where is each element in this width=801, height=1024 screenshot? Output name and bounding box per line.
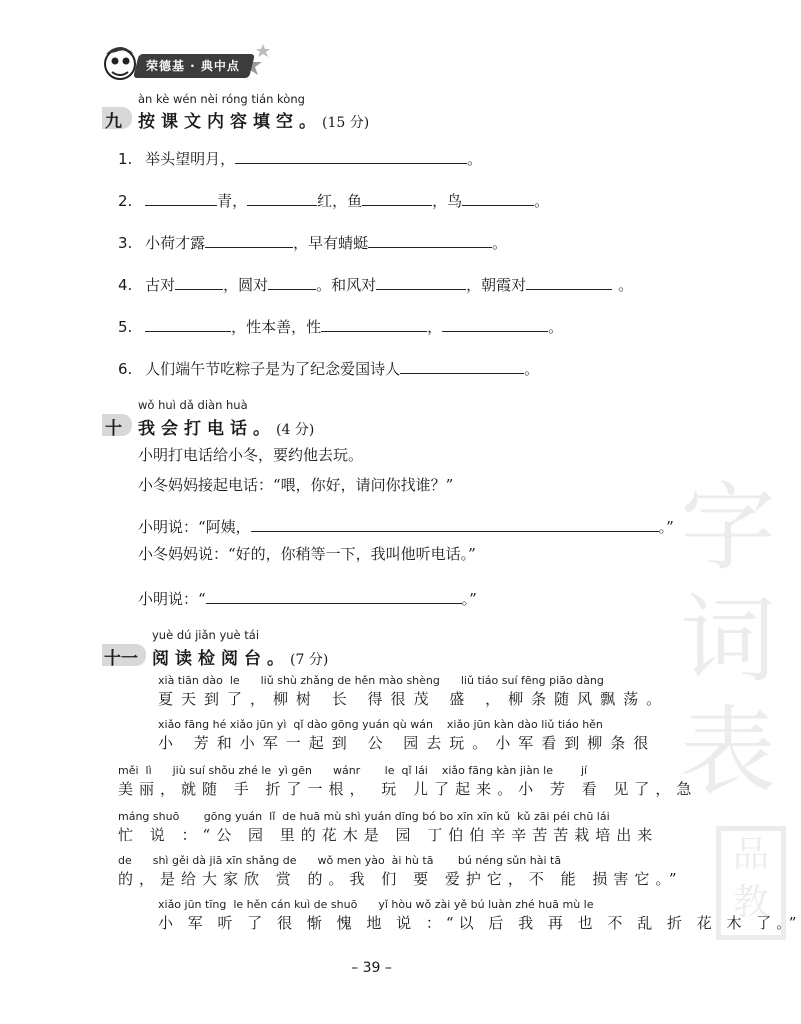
passage-hanzi-row: 的，是给大家欣 赏 的。我 们 要 爱护它，不 能 损害它。” (118, 870, 683, 888)
question-text: ，鸟 (432, 192, 463, 210)
passage-hanzi-row: 夏天到了，柳树 长 得很茂 盛 ，柳条随风飘荡。 (158, 690, 670, 708)
watermark (680, 472, 776, 940)
answer-blank[interactable] (145, 191, 217, 206)
dialogue-text: 小明说：“阿姨， (138, 518, 251, 536)
answer-blank[interactable] (247, 191, 317, 206)
question-text: 。 (467, 150, 483, 168)
question-3 (118, 232, 507, 253)
answer-blank[interactable] (400, 359, 524, 374)
dialogue-line: 小冬妈妈接起电话：“喂，你好，请问你找谁？” (138, 476, 454, 494)
section10-number: 十 (105, 419, 122, 439)
question-text: 青， (217, 192, 248, 210)
question-5 (118, 316, 563, 337)
section11-number: 十一 (104, 649, 138, 669)
section9-heading (138, 107, 369, 132)
question-text: ，性本善，性 (231, 318, 322, 336)
passage-hanzi-row: 小 军 听 了 很 惭 愧 地 说 ：“以 后 我 再 也 不 乱 折 花 木 了。” (158, 914, 801, 932)
section9-number: 九 (105, 112, 122, 132)
answer-blank[interactable] (205, 233, 293, 248)
answer-blank[interactable] (526, 275, 612, 290)
question-text: 。 (524, 360, 540, 378)
answer-blank[interactable] (376, 275, 466, 290)
answer-blank[interactable] (206, 589, 462, 604)
question-text: 。 (534, 192, 550, 210)
dialogue-line: 小明打电话给小冬，要约他去玩。 (138, 446, 364, 464)
answer-blank[interactable] (251, 517, 659, 532)
question-text: 。 (618, 276, 634, 294)
passage-pinyin-row: xiǎo fāng hé xiǎo jūn yì qǐ dào gōng yuán qù wán xiǎo jūn kàn dào liǔ tiáo hěn (158, 718, 603, 731)
passage-hanzi-row: 美丽，就随 手 折了一根， 玩 儿了起来。小 芳 看 见了，急 (118, 780, 698, 798)
dialogue-line: 小冬妈妈说：“好的，你稍等一下，我叫他听电话。” (138, 545, 476, 563)
section11-pinyin: yuè dú jiǎn yuè tái (152, 628, 260, 642)
header-banner-text: 荣德基 · 典中点 (146, 59, 240, 73)
question-text: ，早有蜻蜓 (293, 234, 369, 252)
answer-blank[interactable] (368, 233, 492, 248)
answer-blank[interactable] (268, 275, 316, 290)
section10-title: 我会打电话。 (138, 419, 276, 439)
question-text: 古对 (145, 276, 176, 294)
watermark-stamp-text: 品教 (732, 834, 769, 923)
passage-pinyin-row: xià tiān dào le liǔ shù zhǎng de hěn mào shèng liǔ tiáo suí fēng piāo dàng (158, 674, 604, 687)
question-text: 红，鱼 (317, 192, 363, 210)
watermark-char: 词 (680, 584, 776, 696)
answer-blank[interactable] (235, 149, 467, 164)
question-4 (118, 274, 633, 295)
answer-blank[interactable] (321, 317, 427, 332)
question-text: ，圆对 (223, 276, 269, 294)
page-number: – 39 – (351, 960, 392, 976)
dialogue-text: 。” (461, 590, 477, 608)
section10-score: (4 分) (276, 422, 315, 438)
question-number: 3. (118, 234, 133, 252)
question-text: ，朝霞对 (466, 276, 527, 294)
question-1 (118, 148, 482, 169)
passage-hanzi-row: 小 芳和小军一起到 公 园去玩。小军看到柳条很 (158, 734, 657, 752)
question-text: 。 (492, 234, 508, 252)
dialogue-answer-1 (138, 516, 674, 537)
question-text: 。 (548, 318, 564, 336)
answer-blank[interactable] (145, 317, 231, 332)
section11-title: 阅读检阅台。 (152, 649, 290, 669)
passage-pinyin-row: máng shuō gōng yuán lǐ de huā mù shì yuán dīng bó bo xīn xīn kǔ kǔ zāi péi chū lái (118, 810, 610, 823)
question-text: 人们端午节吃粽子是为了纪念爱国诗人 (145, 360, 401, 378)
question-number: 4. (118, 276, 133, 294)
section9-score: (15 分) (322, 115, 370, 131)
answer-blank[interactable] (442, 317, 548, 332)
passage-pinyin-row: de shì gěi dà jiā xīn shǎng de wǒ men yào ài hù tā bú néng sǔn hài tā (118, 854, 562, 867)
answer-blank[interactable] (362, 191, 432, 206)
question-text: 小荷才露 (145, 234, 206, 252)
question-number: 6. (118, 360, 133, 378)
question-number: 2. (118, 192, 133, 210)
watermark-char: 表 (680, 696, 776, 808)
question-6 (118, 358, 539, 379)
passage-pinyin-row: měi lì jiù suí shǒu zhé le yì gēn wánr le qǐ lái xiǎo fāng kàn jiàn le jí (118, 764, 588, 777)
question-number: 1. (118, 150, 133, 168)
answer-blank[interactable] (175, 275, 223, 290)
answer-blank[interactable] (462, 191, 534, 206)
question-text: 。和风对 (316, 276, 377, 294)
section11-score: (7 分) (290, 652, 329, 668)
watermark-char: 字 (680, 472, 776, 584)
dialogue-text: 。” (658, 518, 674, 536)
dialogue-answer-2 (138, 588, 477, 609)
passage-pinyin-row: xiǎo jūn tīng le hěn cán kuì de shuō yǐ hòu wǒ zài yě bú luàn zhé huā mù le (158, 898, 594, 911)
question-text: ， (427, 318, 443, 336)
section10-heading (138, 414, 314, 439)
question-number: 5. (118, 318, 133, 336)
section11-heading (152, 644, 328, 669)
question-2 (118, 190, 549, 211)
section9-title: 按课文内容填空。 (138, 112, 322, 132)
dialogue-text: 小明说：“ (138, 590, 206, 608)
section10-pinyin: wǒ huì dǎ diàn huà (138, 398, 248, 412)
section9-pinyin: àn kè wén nèi róng tián kòng (138, 92, 305, 106)
passage-hanzi-row: 忙 说 ：“公 园 里的花木是 园 丁伯伯辛辛苦苦栽培出来 (118, 826, 659, 844)
question-text: 举头望明月， (145, 150, 236, 168)
